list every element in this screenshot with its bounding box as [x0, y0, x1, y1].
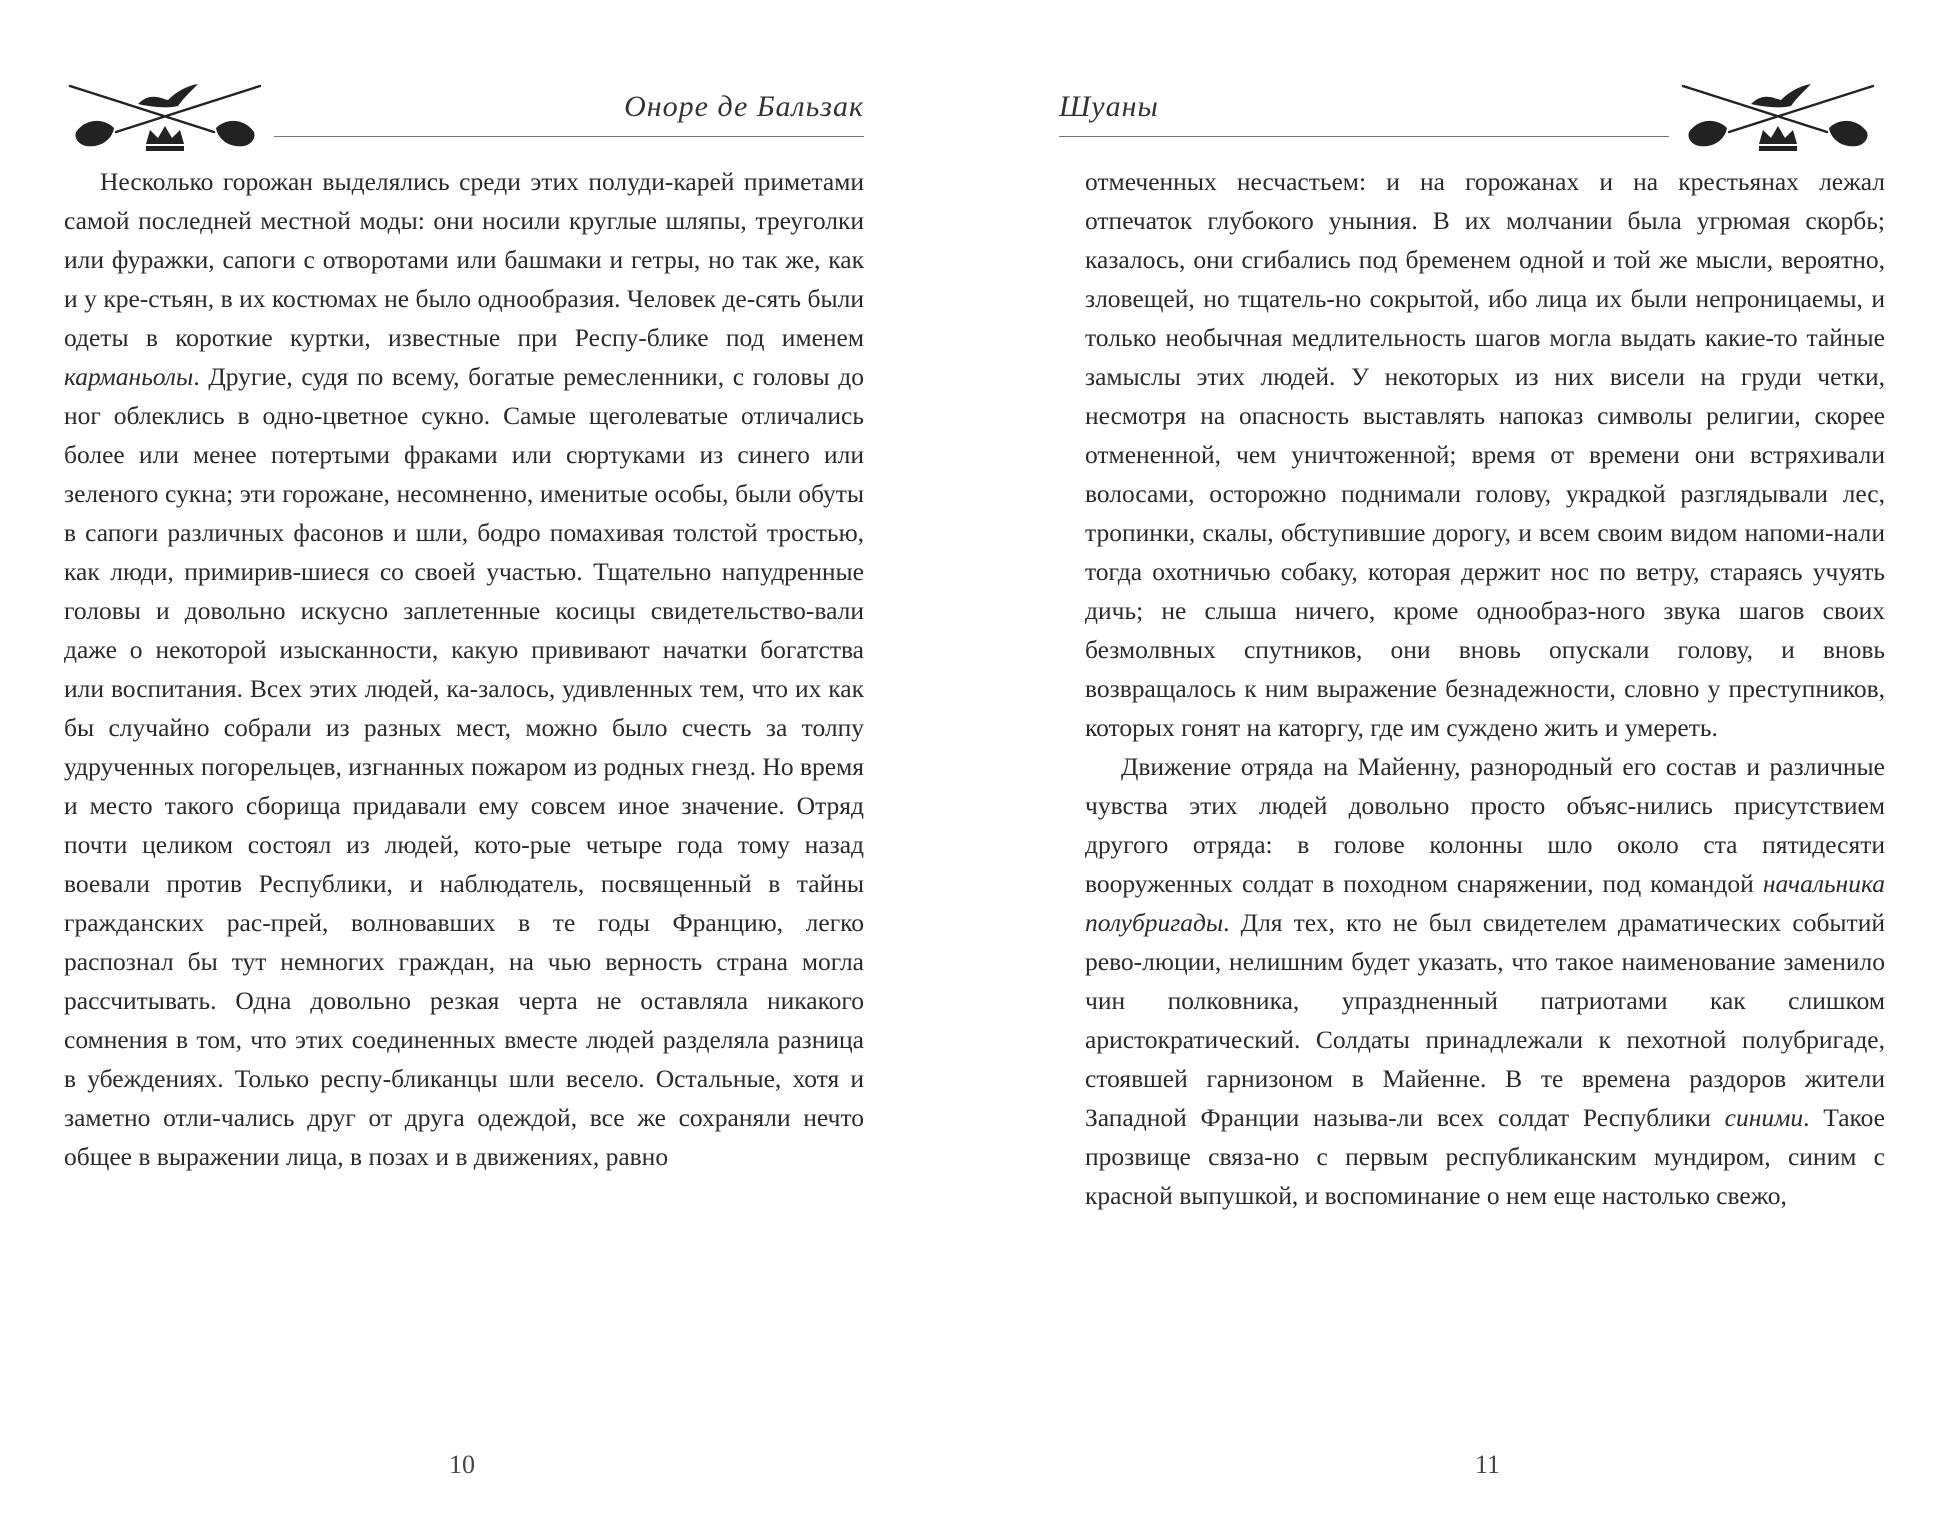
- italic-term: начальника полубригады: [1085, 869, 1885, 937]
- right-page-header: [1045, 60, 1845, 160]
- page-number: 11: [1475, 1450, 1501, 1479]
- paragraph: отмеченных несчастьем: и на горожанах и на крестьянах лежал отпечаток глубокого уныния. В их молчании была угрюмая скорбь; казалось, они сгибались под бременем одной и той же мысли, вероятно, зловещей, но тщатель-но сокрытой, ибо лица их были непроницаемы, и только необычная медлительность шагов могла выдать какие-то тайные замыслы этих людей. У некоторых из них висели на груди четки, несмотря на опасность выставлять напоказ символы религии, скорее отмененной, чем уничтоженной; время от времени они встряхивали волосами, осторожно поднимали голову, украдкой разглядывали лес, тропинки, скалы, обступившие дорогу, и всем своим видом напоми-нали тогда охотничью собаку, которая держит нос по ветру, стараясь учуять дичь; не слыша ничего, кроме однообраз-ного звука шагов своих безмолвных спутников, они вновь опускали голову, и вновь возвращалось к ним выражение безнадежности, словно у преступников, которых гонят на каторгу, где им суждено жить и умереть.: [1085, 167, 1885, 742]
- paragraph: Несколько горожан выделялись среди этих полуди-карей приметами самой последней местной моды: они носили круглые шляпы, треуголки или фуражки, сапоги с отворотами или башмаки и гетры, но так же, как и у кре-стьян, в их костюмах не было однообразия. Человек де-сять были одеты в короткие куртки, известные при Респу-блике под именем карманьолы. Другие, судя по всему, богатые ремесленники, с головы до ног облеклись в одно-цветное сукно. Самые щеголеватые отличались более или менее потертыми фраками или сюртуками из синего или зеленого сукна; эти горожане, несомненно, именитые особы, были обуты в сапоги различных фасонов и шли, бодро помахивая толстой тростью, как люди, примирив-шиеся со своей участью. Тщательно напудренные головы и довольно искусно заплетенные косицы свидетельство-вали даже о некоторой изысканности, какую прививают начатки богатства или воспитания. Всех этих людей, ка-залось, удивленных тем, что их как бы случайно собрали из разных мест, можно было счесть за толпу удрученных погорельцев, изгнанных пожаром из родных гнезд. Но время и место такого сборища придавали ему совсем иное значение. Отряд почти целиком состоял из людей, кото-рые четыре года тому назад воевали против Республики, и наблюдатель, посвященный в тайны гражданских рас-прей, волновавших в те годы Францию, легко распознал бы тут немногих граждан, на чью верность страна могла рассчитывать. Одна довольно резкая черта не оставляла никакого сомнения в том, что этих соединенных вместе людей разделяла разница в убеждениях. Только респу-бликанцы шли весело. Остальные, хотя и заметно отли-чались друг от друга одеждой, все же сохраняли нечто общее в выражении лица, в позах и в движениях, равно: [64, 167, 864, 1171]
- right-page-text: [1085, 162, 1885, 1215]
- left-page-header: [64, 60, 864, 160]
- left-page: [64, 0, 964, 1536]
- page-number: 10: [449, 1450, 475, 1479]
- header-rule: [1059, 136, 1669, 137]
- italic-term: синими: [1724, 1103, 1804, 1132]
- paragraph: Движение отряда на Майенну, разнородный его состав и различные чувства этих людей довольно просто объяс-нились присутствием другого отряда: в голове колонны шло около ста пятидесяти вооруженных солдат в походном снаряжении, под командой начальника полубригады. Для тех, кто не был свидетелем драматических событий рево-люции, нелишним будет указать, что такое наименование заменило чин полковника, упраздненный патриотами как слишком аристократический. Солдаты принадлежали к пехотной полубригаде, стоявшей гарнизоном в Майенне. В те времена раздоров жители Западной Франции называ-ли всех солдат Республики синими. Такое прозвище связа-но с первым республиканским мундиром, синим с красной выпушкой, и воспоминание о нем еще настолько свежо,: [1085, 752, 1886, 1210]
- running-head-author: Оноре де Бальзак: [624, 90, 864, 123]
- left-page-text: [64, 162, 864, 1176]
- italic-term: карманьолы: [64, 362, 194, 391]
- crossed-swords-ornament-icon: [64, 74, 264, 164]
- running-head-title: Шуаны: [1059, 90, 1159, 123]
- right-page: [1045, 0, 1945, 1536]
- header-rule: [274, 136, 864, 137]
- crossed-swords-ornament-icon: [1677, 74, 1877, 164]
